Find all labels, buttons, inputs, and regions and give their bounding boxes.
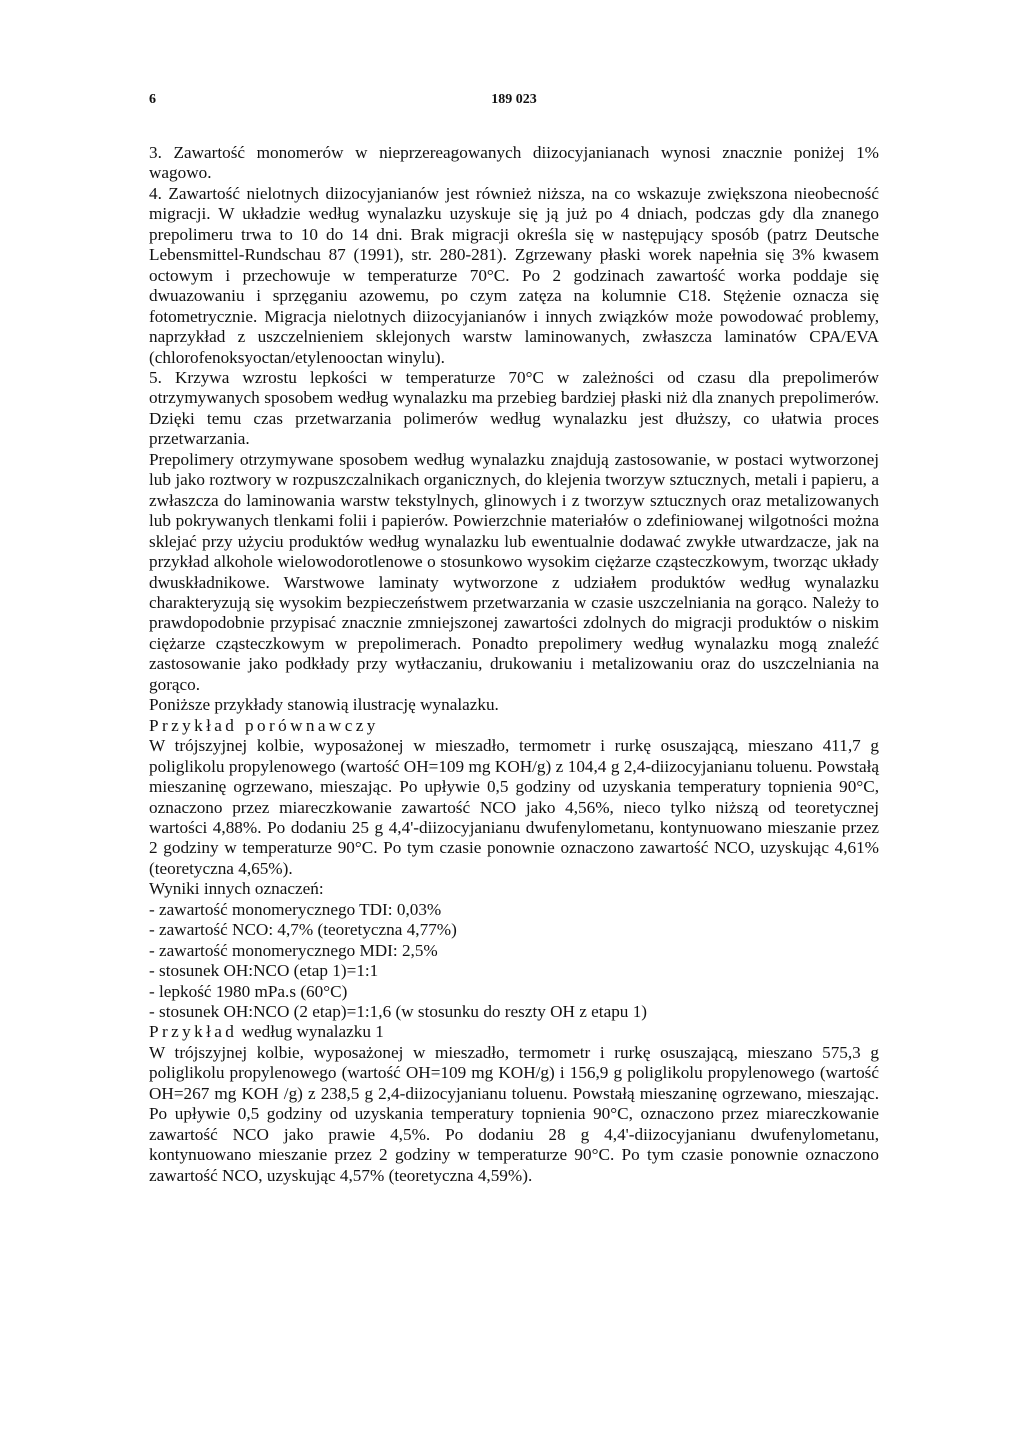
claim-paragraph-5: 5. Krzywa wzrostu lepkości w temperaturze 70°C w zależności od czasu dla prepolimerów otrzymywanych sposobem według wynalazku ma przebieg bardziej płaski niż dla znanych prepolimerów. Dzięki temu czas przetwarzania polimerów według wynalazku jest dłuższy, co ułatwia proces przetwarzania. bbox=[149, 367, 879, 449]
comparative-example-heading: Przykład porównawczy bbox=[149, 715, 379, 735]
result-item: - lepkość 1980 mPa.s (60°C) bbox=[149, 981, 348, 1001]
result-item: - zawartość NCO: 4,7% (teoretyczna 4,77%) bbox=[149, 920, 457, 940]
document-body bbox=[149, 143, 879, 1186]
example-1-heading-rest: według wynalazku 1 bbox=[237, 1022, 384, 1042]
result-item: - stosunek OH:NCO (2 etap)=1:1,6 (w stosunku do reszty OH z etapu 1) bbox=[149, 1002, 648, 1022]
example-1-heading bbox=[149, 1022, 879, 1042]
examples-intro: Poniższe przykłady stanowią ilustrację wynalazku. bbox=[149, 695, 499, 715]
page-number: 6 bbox=[149, 92, 156, 107]
comparative-example-text: W trójszyjnej kolbie, wyposażonej w mieszadło, termometr i rurkę osuszającą, mieszano 411,7 g poliglikolu propylenowego (wartość OH=109 mg KOH/g) z 104,4 g 2,4-diizocyjanianu toluenu. Powstałą mieszaninę ogrzewano, mieszając. Po upływie 0,5 godziny od uzyskania temperatury topnienia 90°C, oznaczono przez miareczkowanie zawartość NCO jako 4,56%, nieco tylko niższą od teoretycznej wartości 4,88%. Po dodaniu 25 g 4,4'-diizocyjanianu dwufenylometanu, kontynuowano mieszanie przez 2 godziny w temperaturze 90°C. Po tym czasie ponownie oznaczono zawartość NCO, uzyskując 4,61% (teoretyczna 4,65%). bbox=[149, 736, 879, 878]
result-item: - stosunek OH:NCO (etap 1)=1:1 bbox=[149, 961, 379, 981]
result-item: - zawartość monomerycznego TDI: 0,03% bbox=[149, 899, 442, 919]
claim-paragraph-3: 3. Zawartość monomerów w nieprzereagowanych diizocyjanianach wynosi znacznie poniżej 1% wagowo. bbox=[149, 143, 879, 183]
page-header bbox=[149, 92, 879, 114]
result-item: - zawartość monomerycznego MDI: 2,5% bbox=[149, 940, 438, 960]
example-1-text: W trójszyjnej kolbie, wyposażonej w mieszadło, termometr i rurkę osuszającą, mieszano 575,3 g poliglikolu propylenowego (wartość OH=109 mg KOH/g) i 156,9 g poliglikolu propylenowego (wartość OH=267 mg KOH /g) z 238,5 g 2,4-diizocyjanianu toluenu. Powstałą mieszaninę ogrzewano, mieszając. Po upływie 0,5 godziny od uzyskania temperatury topnienia 90°C, oznaczono przez miareczkowanie zawartość NCO jako prawie 4,5%. Po dodaniu 28 g 4,4'-diizocyjanianu dwufenylometanu, kontynuowano mieszanie przez 2 godziny w temperaturze 90°C. Po tym czasie ponownie oznaczono zawartość NCO, uzyskując 4,57% (teoretyczna 4,59%). bbox=[149, 1042, 879, 1185]
patent-number: 189 023 bbox=[491, 92, 537, 107]
claim-paragraph-4: 4. Zawartość nielotnych diizocyjanianów jest również niższa, na co wskazuje zwiększona nieobecność migracji. W układzie według wynalazku uzyskuje się ją już po 4 dniach, podczas gdy dla znanego prepolimeru trwa to 10 do 14 dni. Brak migracji określa się w następujący sposób (patrz Deutsche Lebensmittel-Rundschau 87 (1991), str. 280-281). Zgrzewany płaski worek napełnia się 3% kwasem octowym i przechowuje w temperaturze 70°C. Po 2 godzinach zawartość worka poddaje się dwuazowaniu i sprzęganiu azowemu, po czym zatęza na kolumnie C18. Stężenie oznacza się fotometrycznie. Migracja nielotnych diizocyjanianów i innych związków może powodować problemy, naprzykład z uszczelnieniem sklejonych warstw laminowanych, zwłaszcza laminatów CPA/EVA (chlorofenoksyoctan/etylenooctan winylu). bbox=[149, 183, 879, 367]
results-heading: Wyniki innych oznaczeń: bbox=[149, 879, 324, 899]
example-1-heading-spaced: Przykład bbox=[149, 1022, 238, 1042]
applications-paragraph: Prepolimery otrzymywane sposobem według wynalazku znajdują zastosowanie, w postaci wytworzonej lub jako roztwory w rozpuszczalnikach organicznych, do klejenia tworzyw sztucznych, metali i papieru, a zwłaszcza do laminowania warstw tekstylnych, glinowych i z tworzyw sztucznych oraz metalizowanych lub pokrywanych tlenkami folii i papierów. Powierzchnie materiałów o zdefiniowanej wilgotności można sklejać przy użyciu produktów według wynalazku lub ewentualnie dodawać zwykłe utwardzacze, jak na przykład alkohole wielowodorotlenowe o stosunkowo wysokim ciężarze cząsteczkowym, tworząc układy dwuskładnikowe. Warstwowe laminaty wytworzone z udziałem produktów według wynalazku charakteryzują się wysokim bezpieczeństwem przetwarzania w czasie uszczelniania na gorąco. Należy to prawdopodobnie przypisać znacznie zmniejszonej zawartości zdolnych do migracji produktów o niskim ciężarze cząsteczkowym w prepolimerach. Ponadto prepolimery według wynalazku mogą znaleźć zastosowanie jako podkłady przy wytłaczaniu, drukowaniu i metalizowaniu oraz do uszczelniania na gorąco. bbox=[149, 449, 879, 694]
